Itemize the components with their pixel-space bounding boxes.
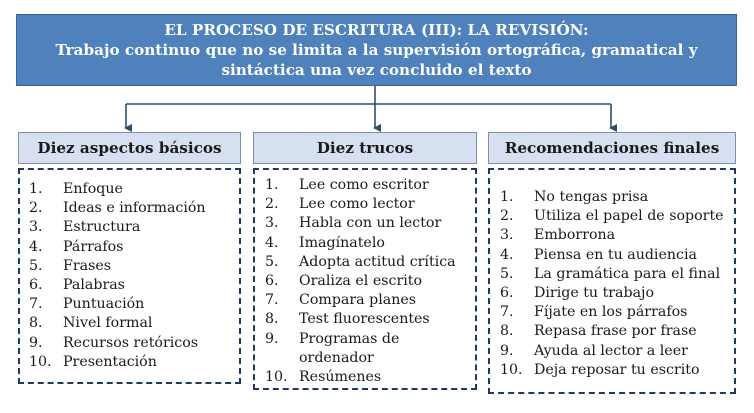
list-item: 8. Nivel formal (29, 315, 153, 332)
list-diez-aspectos (29, 180, 239, 372)
list-diez-trucos (265, 176, 475, 387)
list-item: 6. Oraliza el escrito (265, 273, 423, 290)
list-item: 4. Imagínatelo (265, 234, 385, 251)
list-item: 1. Lee como escritor (265, 177, 429, 193)
title-line-1: EL PROCESO DE ESCRITURA (III): LA REVISIÓN: (164, 21, 589, 39)
panel-diez-aspectos (18, 168, 241, 384)
list-item: 2. Lee como lector (265, 196, 415, 213)
list-item: 3. Emborrona (500, 227, 616, 244)
header-diez-trucos: Diez trucos (253, 132, 477, 164)
list-item: 5. Adopta actitud crítica (265, 253, 456, 270)
list-item: 4. Párrafos (29, 238, 124, 255)
list-item: 1. No tengas prisa (500, 189, 649, 205)
list-item: 10. Deja reposar tu escrito (500, 361, 700, 378)
list-item: 4. Piensa en tu audiencia (500, 246, 697, 263)
list-item: 7. Puntuación (29, 296, 145, 313)
list-item: 2. Ideas e información (29, 200, 206, 217)
list-item: 6. Palabras (29, 277, 125, 294)
title-line-2: Trabajo continuo que no se limita a la supervisión ortográfica, gramatical y (55, 41, 698, 59)
list-item: 9. Recursos retóricos (29, 334, 199, 351)
list-item: 6. Dirige tu trabajo (500, 285, 654, 302)
list-item: 3. Estructura (29, 219, 141, 236)
list-item: 8. Test fluorescentes (265, 311, 430, 328)
list-item: 7. Compara planes (265, 292, 417, 309)
panel-recomendaciones (488, 168, 736, 394)
list-item: 10. Presentación (29, 353, 157, 370)
list-recomendaciones (500, 188, 734, 380)
header-recomendaciones: Recomendaciones finales (488, 132, 736, 164)
list-item: 2. Utiliza el papel de soporte (500, 208, 724, 225)
list-item: 5. Frases (29, 257, 112, 274)
list-item: 7. Fíjate en los párrafos (500, 304, 688, 321)
list-item: 1. Enfoque (29, 181, 123, 197)
panel-diez-trucos (253, 168, 477, 390)
list-item: 9. Ayuda al lector a leer (500, 342, 688, 359)
list-item: 8. Repasa frase por frase (500, 323, 697, 340)
list-item: 3. Habla con un lector (265, 215, 442, 232)
list-item: 10. Resúmenes (265, 369, 382, 386)
list-item: 9. Programas de ordenador (265, 330, 400, 366)
title-line-3: sintáctica una vez concluido el texto (221, 61, 532, 79)
list-item: 5. La gramática para el final (500, 265, 721, 282)
header-diez-aspectos: Diez aspectos básicos (18, 132, 241, 164)
